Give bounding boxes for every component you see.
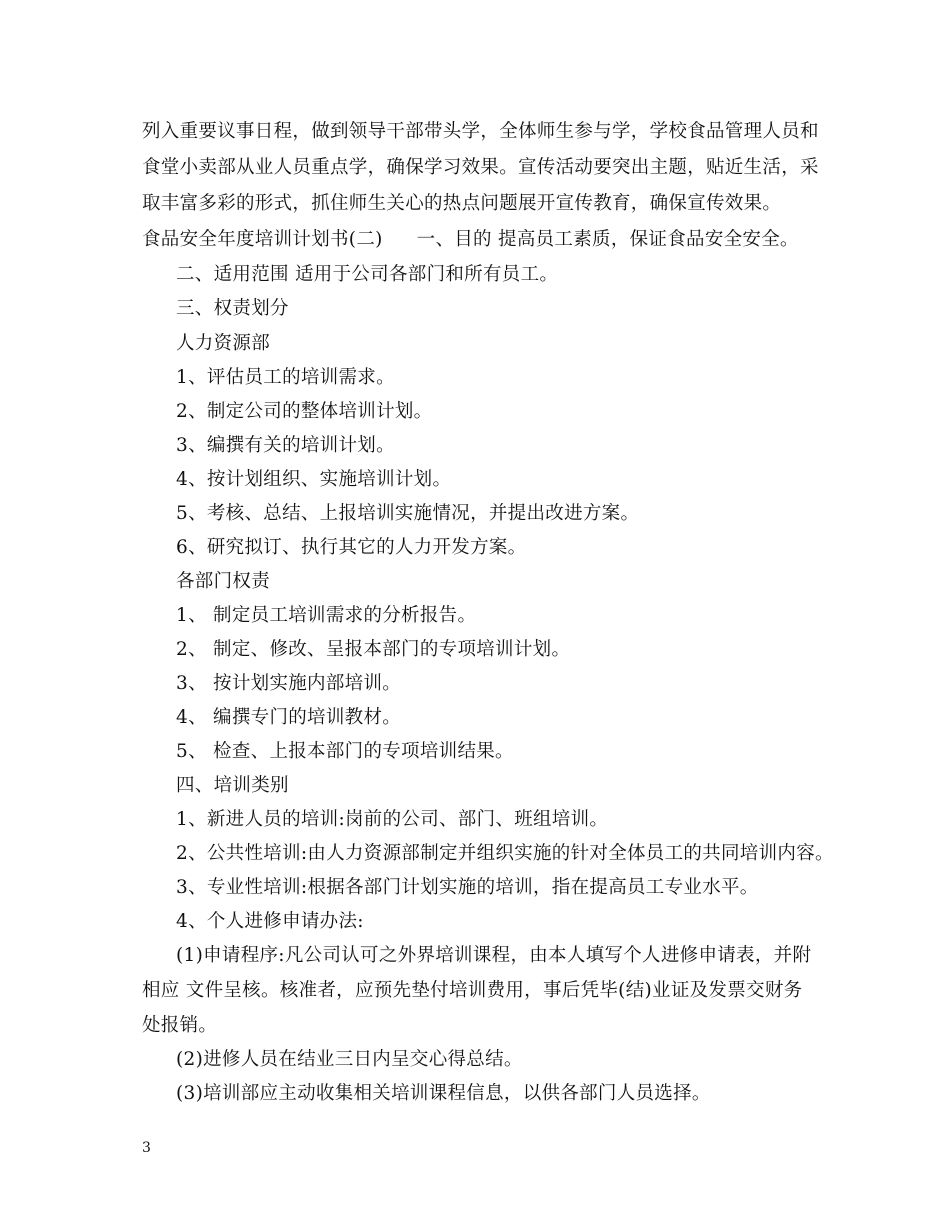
subsection-heading: 各部门权责 [176,571,271,592]
section-heading: 三、权责划分 [176,298,289,319]
list-item: 4、按计划组织、实施培训计划。 [176,469,452,490]
list-item: 5、考核、总结、上报培训实施情况，并提出改进方案。 [176,503,640,524]
body-paragraph-line: 食堂小卖部从业人员重点学，确保学习效果。宣传活动要突出主题，贴近生活，采 [142,157,819,178]
list-item: 2、制定公司的整体培训计划。 [176,401,433,422]
body-paragraph-line: 取丰富多彩的形式，抓住师生关心的热点问题展开宣传教育，确保宣传效果。 [142,193,782,214]
continuation-line: 处报销。 [142,1015,218,1036]
section-item: 一、目的 提高员工素质，保证食品安全安全。 [416,229,799,250]
list-item: 3、 按计划实施内部培训。 [176,673,402,694]
section-title-line [142,228,799,252]
list-item: 1、 制定员工培训需求的分析报告。 [176,605,477,626]
list-item: 2、 制定、修改、呈报本部门的专项培训计划。 [176,639,571,660]
subsection-heading: 人力资源部 [176,333,271,354]
list-item: 4、 编撰专门的培训教材。 [176,707,402,728]
list-item: 1、评估员工的培训需求。 [176,367,395,388]
list-item: (3)培训部应主动收集相关培训课程信息，以供各部门人员选择。 [176,1083,711,1104]
list-item: (2)进修人员在结业三日内呈交心得总结。 [176,1049,523,1070]
section-heading: 四、培训类别 [176,775,289,796]
list-item: 3、编撰有关的培训计划。 [176,435,395,456]
page-number: 3 [142,1140,151,1156]
list-item: 3、专业性培训:根据各部门计划实施的培训，指在提高员工专业水平。 [176,877,759,898]
list-item: 1、新进人员的培训:岗前的公司、部门、班组培训。 [176,809,609,830]
body-paragraph-line: 列入重要议事日程，做到领导干部带头学，全体师生参与学，学校食品管理人员和 [142,121,819,142]
list-item: 5、 检查、上报本部门的专项培训结果。 [176,741,514,762]
document-subtitle: 食品安全年度培训计划书(二) [142,229,383,250]
continuation-line: 相应 文件呈核。核准者，应预先垫付培训费用，事后凭毕(结)业证及发票交财务 [142,980,803,1001]
section-item: 二、适用范围 适用于公司各部门和所有员工。 [176,264,559,285]
list-item: (1)申请程序:凡公司认可之外界培训课程，由本人填写个人进修申请表，并附 [176,945,812,966]
list-item: 2、公共性培训:由人力资源部制定并组织实施的针对全体员工的共同培训内容。 [176,843,834,864]
list-item: 4、个人进修申请办法: [176,911,364,932]
list-item: 6、研究拟订、执行其它的人力开发方案。 [176,537,527,558]
